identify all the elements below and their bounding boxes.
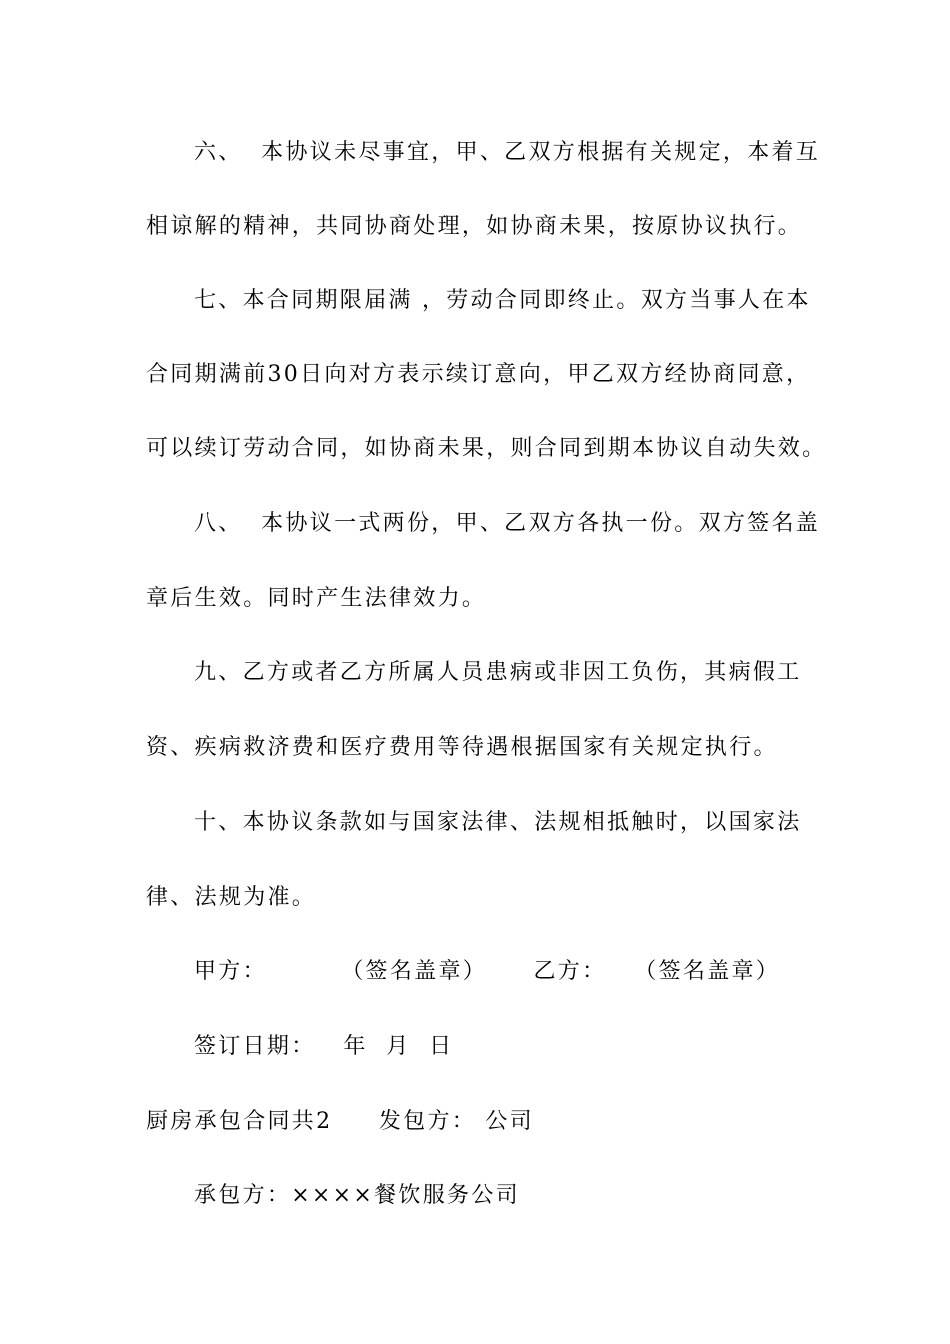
contractor-line: 承包方：××××餐饮服务公司	[194, 1183, 520, 1208]
clause-seven-line-1: 七、本合同期限届满 ，劳动合同即终止。双方当事人在本	[194, 288, 811, 313]
clause-ten-line-2: 律、法规为准。	[146, 885, 317, 910]
signing-date-line: 签订日期： 年 月 日	[194, 1034, 454, 1059]
clause-six-line-1: 六、 本协议未尽事宜，甲、乙双方根据有关规定，本着互	[194, 140, 821, 165]
clause-nine-line-1: 九、乙方或者乙方所属人员患病或非因工负伤，其病假工	[194, 660, 802, 685]
clause-seven-line-3: 可以续订劳动合同，如协商未果，则合同到期本协议自动失效。	[146, 436, 827, 461]
clause-nine-line-2: 资、疾病救济费和医疗费用等待遇根据国家有关规定执行。	[146, 735, 778, 760]
clause-eight-line-1: 八、 本协议一式两份，甲、乙双方各执一份。双方签名盖	[194, 511, 821, 536]
clause-seven-line-2: 合同期满前30日向对方表示续订意向，甲乙双方经协商同意，	[146, 362, 811, 387]
clause-six-line-2: 相谅解的精神，共同协商处理，如协商未果，按原协议执行。	[146, 214, 803, 239]
signature-line: 甲方： （签名盖章） 乙方： （签名盖章）	[194, 959, 781, 984]
clause-ten-line-1: 十、本协议条款如与国家法律、法规相抵触时，以国家法	[194, 810, 802, 835]
clause-eight-line-2: 章后生效。同时产生法律效力。	[146, 586, 487, 611]
contract-title-line: 厨房承包合同共2 发包方： 公司	[146, 1109, 534, 1134]
